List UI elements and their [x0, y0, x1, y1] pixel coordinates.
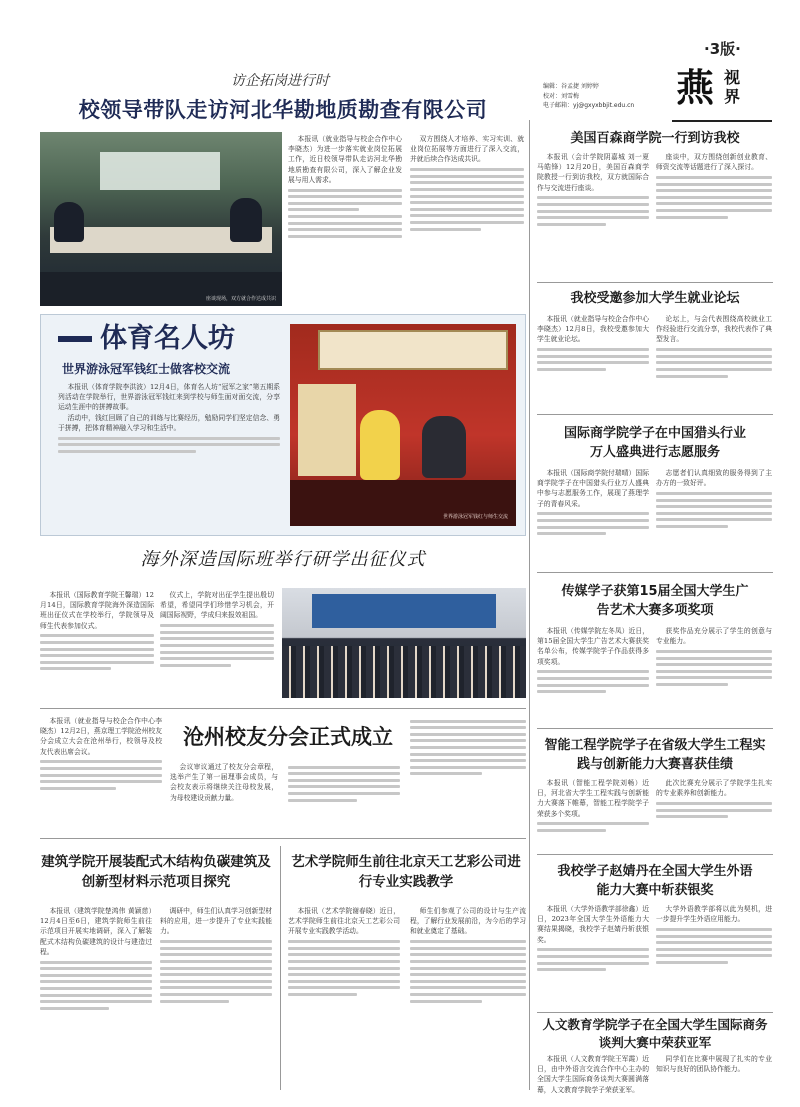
advertising-headline: [560, 582, 750, 620]
masthead-title: 燕: [676, 65, 715, 110]
headhunter-paragraph: 志愿者们认真细致的服务得到了主办方的一致好评。: [656, 469, 772, 488]
speech-paragraph: 大学外语教学部将以此为契机，进一步提升学生外语应用能力。: [656, 905, 772, 924]
cangzhou-body-col3: [288, 762, 400, 832]
section-rule: [537, 854, 773, 855]
cangzhou-headline: 沧州校友分会正式成立: [183, 725, 393, 749]
hebei-meeting-photo: [40, 132, 282, 306]
engineering-body-col1: [537, 778, 649, 850]
career-forum-paragraph: 论坛上，与会代表围绕高校就业工作经验进行交流分享，我校代表作了典型发言。: [656, 315, 772, 344]
section-rule: [537, 414, 773, 415]
bisen-body-col2: [656, 152, 772, 278]
advertising-paragraph: 本报讯（传媒学院左冬凤）近日，第15届全国大学生广告艺术大赛获奖名单公布，传媒学院学子作品获得多项奖项。: [537, 627, 649, 666]
cangzhou-body-col4: [410, 716, 526, 832]
section-rule: [40, 708, 526, 709]
career-forum-body-col1: [537, 314, 649, 410]
engineering-paragraph: 此次比赛充分展示了学院学生扎实的专业素养和创新能力。: [656, 779, 772, 798]
engineering-headline-text: 智能工程学院学子在省级大学生工程实践与创新能力大赛喜获佳绩: [544, 738, 766, 772]
overseas-group-photo: [282, 588, 526, 698]
headhunter-body-col1: [537, 468, 649, 568]
engineering-headline: [541, 736, 769, 774]
art-paragraph: 本报讯（艺术学院谢春晓）近日，艺术学院师生前往北京天工艺彩公司开展专业实践教学活动。: [288, 907, 400, 936]
speech-headline: [556, 862, 754, 900]
sports-accent-bar: [58, 336, 92, 342]
section-rule: [537, 1012, 773, 1013]
hebei-caption: 座谈现场，双方就合作达成共识: [205, 296, 276, 302]
sports-paragraph: 活动中，钱红回顾了自己的训练与比赛经历，勉励同学们坚定信念、勇于拼搏，把体育精神融入学习和生活中。: [58, 413, 280, 432]
kicker: 访企拓岗进行时: [231, 73, 329, 89]
column-divider: [280, 846, 281, 1090]
sports-title: 体育名人坊: [100, 323, 235, 354]
headhunter-headline-text: 国际商学院学子在中国猎头行业万人盛典进行志愿服务: [563, 426, 746, 460]
bisen-paragraph: 座谈中，双方围绕创新创业教育、师资交流等话题进行了深入探讨。: [656, 153, 772, 172]
hebei-body-col1: [288, 134, 402, 308]
art-paragraph: 师生们参观了公司的设计与生产流程，了解行业发展前沿，为今后的学习和就业奠定了基础。: [410, 907, 526, 936]
column-divider: [529, 120, 530, 1090]
hebei-headline: 校领导带队走访河北华勘地质勘查有限公司: [78, 98, 488, 122]
overseas-headline: 海外深造国际班举行研学出征仪式: [140, 549, 426, 570]
section-rule: [537, 728, 773, 729]
humanities-body-col2: [656, 1054, 772, 1096]
engineering-paragraph: 本报讯（智能工程学院刘畅）近日，河北省大学生工程实践与创新能力大赛落下帷幕，智能工程学院学子荣获多个奖项。: [537, 779, 649, 818]
page-number: ·3版·: [704, 40, 741, 58]
speech-paragraph: 本报讯（大学外语教学部徐鑫）近日，2023年全国大学生外语能力大赛结果揭晓，我校学子赵婧丹斩获银奖。: [537, 905, 649, 944]
art-body-col2: [410, 906, 526, 1090]
hebei-paragraph: 双方围绕人才培养、实习实训、就业岗位拓展等方面进行了深入交流，并就后续合作达成共识。: [410, 135, 524, 164]
hebei-body-col2: [410, 134, 524, 308]
email-line: 电子邮箱：yj@gxyxbbjit.edu.cn: [543, 102, 635, 110]
section-rule: [537, 572, 773, 573]
masthead-info: [543, 82, 671, 111]
cangzhou-paragraph: 会议审议通过了校友分会章程，选举产生了第一届理事会成员，与会校友表示将继续关注母校发展，为母校建设贡献力量。: [170, 763, 278, 802]
art-headline: [288, 852, 524, 892]
bisen-body-col1: [537, 152, 649, 278]
hebei-paragraph: 本报讯（就业指导与校企合作中心李晓杰）为进一步落实就业岗位拓展工作，近日校领导带队走访河北华勘地质勘查有限公司，深入了解企业发展与用人需求。: [288, 135, 402, 184]
advertising-body-col2: [656, 626, 772, 724]
bisen-headline: 美国百森商学院一行到访我校: [570, 131, 740, 146]
construction-paragraph: 本报讯（建筑学院楚鸿伟 黄颖慈）12月4日至6日，建筑学院师生前往示范项目开展实地调研，深入了解装配式木结构负碳建筑的设计与建造过程。: [40, 907, 152, 956]
cangzhou-body-col2: [170, 762, 278, 832]
overseas-body-col1: [40, 590, 154, 710]
editor-line: 编辑：谷孟捷 刘婷婷: [543, 83, 599, 90]
humanities-paragraph: 同学们在比赛中展现了扎实的专业知识与良好的团队协作能力。: [656, 1055, 772, 1074]
section-rule: [537, 282, 773, 283]
career-forum-headline: 我校受邀参加大学生就业论坛: [570, 291, 740, 306]
overseas-paragraph: 本报讯（国际教育学院王馨瑞）12月14日，国际教育学院海外深造国际班出征仪式在学校举行，学院领导及师生代表参加仪式。: [40, 591, 154, 630]
masthead-logo: [676, 66, 768, 118]
sports-subtitle: 世界游泳冠军钱红士做客校交流: [62, 362, 231, 376]
career-forum-body-col2: [656, 314, 772, 410]
headhunter-paragraph: 本报讯（国际商学院付瑞晴）国际商学院学子在中国猎头行业万人盛典中参与志愿服务工作，展现了燕理学子的青春风采。: [537, 469, 649, 508]
humanities-headline-text: 人文教育学院学子在全国大学生国际商务谈判大赛中荣获亚军: [542, 1017, 768, 1050]
advertising-paragraph: 获奖作品充分展示了学生的创意与专业能力。: [656, 627, 772, 646]
cangzhou-body-col1: [40, 716, 162, 832]
masthead-title2: 视界: [724, 68, 741, 106]
headhunter-headline: [560, 424, 750, 462]
overseas-paragraph: 仪式上，学院对出征学生提出殷切希望，希望同学们珍惜学习机会，开阔国际视野，学成归来报效祖国。: [160, 591, 274, 620]
overseas-body-col2: [160, 590, 274, 710]
speech-body-col2: [656, 904, 772, 1008]
construction-body-col1: [40, 906, 152, 1090]
engineering-body-col2: [656, 778, 772, 850]
construction-headline: [40, 852, 272, 892]
section-rule: [40, 838, 526, 839]
humanities-paragraph: 本报讯（人文教育学院王军霞）近日，由中外语言交流合作中心主办的全国大学生国际商务谈判大赛圆满落幕，人文教育学院学子荣获亚军。: [537, 1055, 649, 1094]
speech-body-col1: [537, 904, 649, 1008]
masthead-rule: [672, 120, 772, 122]
career-forum-paragraph: 本报讯（就业指导与校企合作中心李晓杰）12月8日，我校受邀参加大学生就业论坛。: [537, 315, 649, 344]
bisen-paragraph: 本报讯（会计学院阴嘉城 刘一夏 马皓锋）12月20日，美国百森商学院教授一行到访我校，双方就国际合作与交流进行座谈。: [537, 153, 649, 192]
art-headline-text: 艺术学院师生前往北京天工艺彩公司进行专业实践教学: [291, 854, 521, 890]
art-body-col1: [288, 906, 400, 1090]
construction-paragraph: 调研中，师生们认真学习创新型材料的应用，进一步提升了专业实践能力。: [160, 907, 272, 936]
construction-body-col2: [160, 906, 272, 1090]
proof-line: 校对：刘雪梅: [543, 92, 580, 100]
sports-paragraph: 本报讯（体育学院李洪波）12月4日，体育名人坊“冠军之家”第五期系列活动在学院举行，世界游泳冠军钱红来到学校与师生面对面交流，分享运动生涯中的拼搏故事。: [58, 383, 280, 412]
construction-headline-text: 建筑学院开展装配式木结构负碳建筑及创新型材料示范项目探究: [41, 854, 271, 890]
sports-caption: 世界游泳冠军钱红与师生交流: [442, 514, 508, 520]
speech-headline-text: 我校学子赵婧丹在全国大学生外语能力大赛中斩获银奖: [557, 864, 753, 898]
cangzhou-paragraph: 本报讯（就业指导与校企合作中心李晓杰）12月2日，燕京理工学院沧州校友分会成立大会在沧州举行，校领导及校友代表出席会议。: [40, 717, 162, 756]
advertising-headline-text: 传媒学子获第15届全国大学生广告艺术大赛多项奖项: [561, 584, 749, 618]
advertising-body-col1: [537, 626, 649, 724]
sports-body: [58, 382, 280, 528]
humanities-body-col1: [537, 1054, 649, 1096]
headhunter-body-col2: [656, 468, 772, 568]
sports-photo: [290, 324, 516, 526]
humanities-headline: [541, 1016, 769, 1052]
